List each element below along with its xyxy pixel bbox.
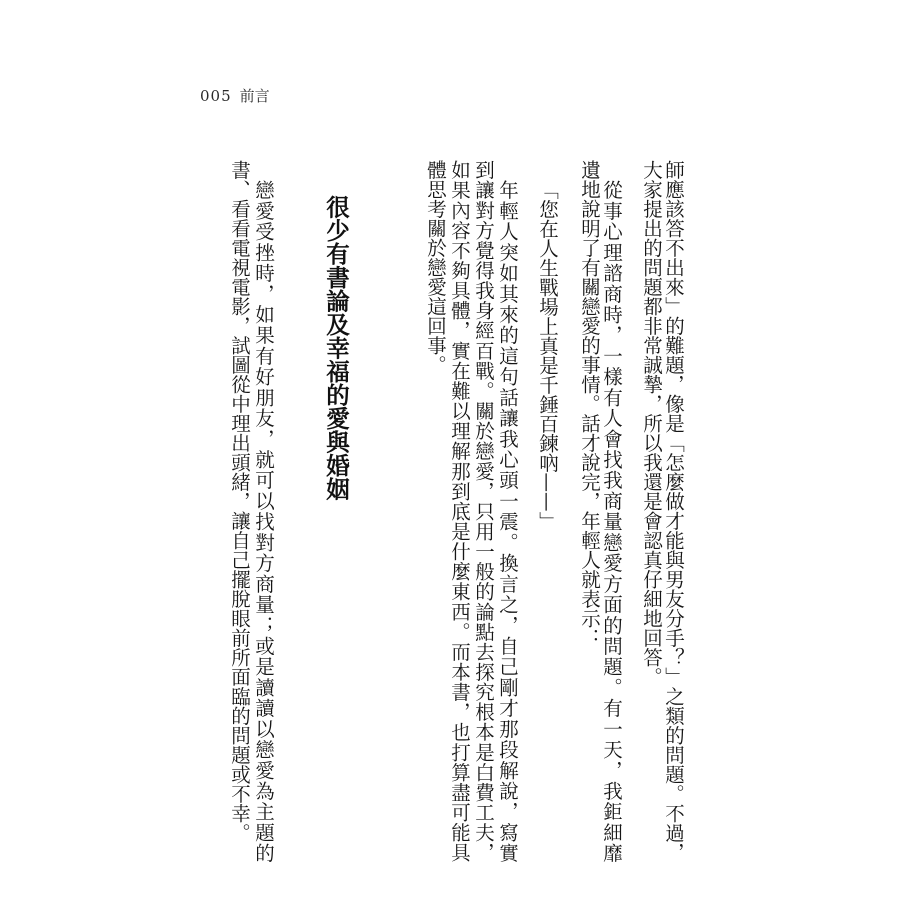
text-column: 如果內容不夠具體，實在難以理解那到底是什麼東西。而本書，也打算盡可能具 [448, 160, 471, 862]
section-heading: 很少有書論及幸福的愛與婚姻 [322, 195, 350, 501]
text-column: 遺地說明了有關戀愛的事情。話才說完，年輕人就表示： [578, 160, 601, 648]
text-column: 書、看看電視電影，試圖從中理出頭緒，讓自己擺脫眼前所面臨的問題或不幸。 [228, 160, 251, 843]
text-column: 體思考關於戀愛這回事。 [424, 160, 447, 375]
running-head [200, 86, 270, 106]
text-column: 戀愛受挫時，如果有好朋友，就可以找對方商量；或是讀讀以戀愛為主題的 [252, 179, 275, 862]
text-column: 大家提出的問題都非常誠摯，所以我還是會認真仔細地回答。 [640, 160, 663, 687]
quote-column: 「您在人生戰場上真是千錘百鍊吶——」 [536, 179, 559, 531]
page-number: 005 [200, 87, 232, 105]
text-column: 到讓對方覺得我身經百戰。關於戀愛，只用一般的論點去探究根本是白費工夫， [472, 160, 495, 862]
running-title: 前言 [239, 87, 270, 105]
text-column: 年輕人突如其來的這句話讓我心頭一震。換言之，自己剛才那段解說，寫實 [496, 179, 519, 862]
text-column: 師應該答不出來」的難題，像是「怎麼做才能與男友分手？」之類的問題。不過， [662, 160, 685, 862]
text-column: 從事心理諮商時，一樣有人會找我商量戀愛方面的問題。有一天，我鉅細靡 [600, 179, 623, 862]
